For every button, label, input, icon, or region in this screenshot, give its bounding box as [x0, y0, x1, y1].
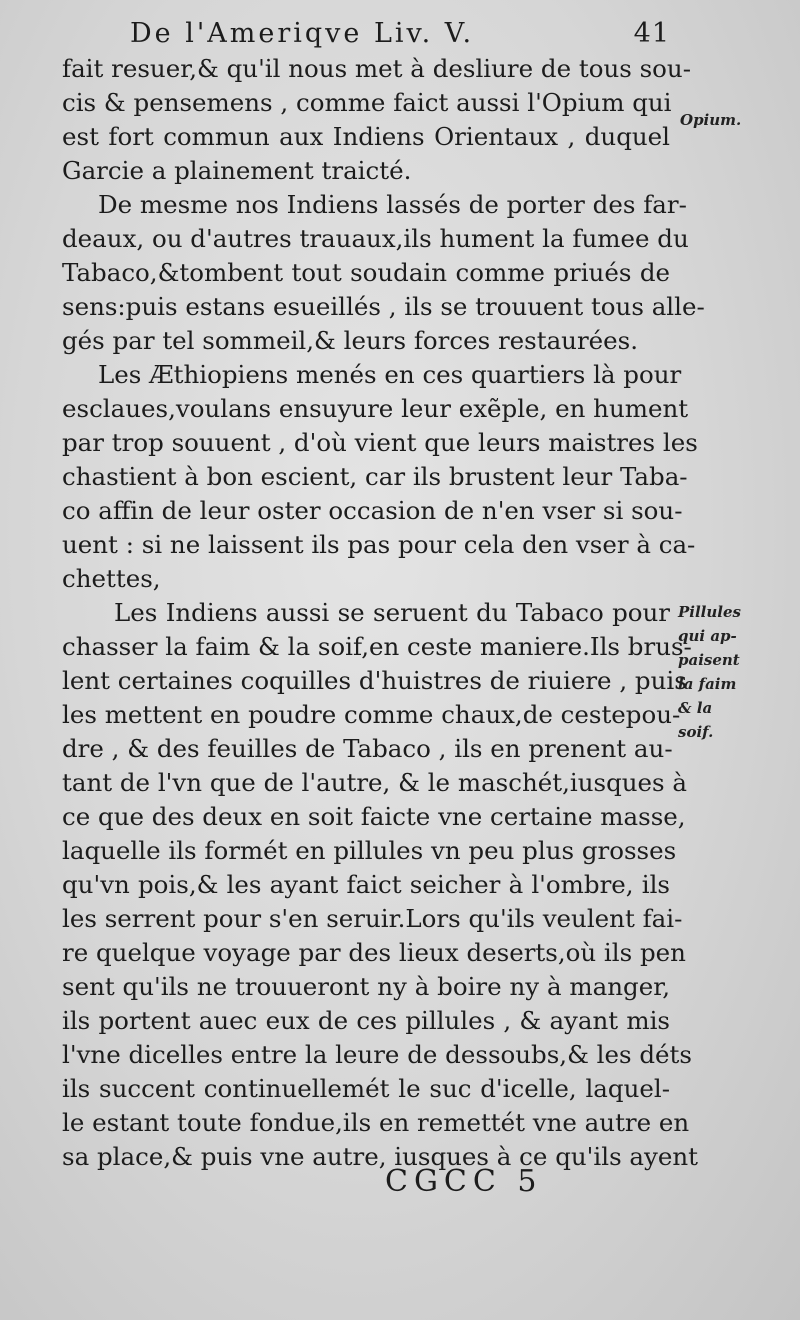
text-line: uent : si ne laissent ils pas pour cela den vser à ca-	[62, 530, 696, 559]
text-line: chasser la faim & la soif,en ceste maniere.Ils brus-	[62, 632, 692, 661]
text-line: ils portent auec eux de ces pillules , & ayant mis	[62, 1006, 670, 1035]
margin-note-line: Pillules	[678, 603, 741, 621]
text-line: deaux, ou d'autres trauaux,ils hument la fumee du	[62, 224, 689, 253]
text-line: fait resuer,& qu'il nous met à desliure de tous sou-	[62, 54, 691, 83]
text-line: cis & pensemens , comme faict aussi l'Opium qui	[62, 88, 672, 117]
header-title: De l'Ameriqve Liv. V.	[130, 18, 475, 49]
text-line: lent certaines coquilles d'huistres de riuiere , puis	[62, 666, 687, 695]
text-line: Les Indiens aussi se seruent du Tabaco pour	[114, 598, 670, 627]
text-line: sent qu'ils ne trouueront ny à boire ny à manger,	[62, 972, 670, 1001]
text-line: De mesme nos Indiens lassés de porter des far-	[98, 190, 687, 219]
text-line: tant de l'vn que de l'autre, & le maschét,iusques à	[62, 768, 688, 797]
text-line: Garcie a plainement traicté.	[62, 156, 412, 185]
margin-note-line: qui ap-	[678, 627, 737, 645]
text-line: Tabaco,&tombent tout soudain comme priués de	[62, 258, 670, 287]
text-line: gés par tel sommeil,& leurs forces restaurées.	[62, 326, 639, 355]
text-line: les mettent en poudre comme chaux,de cestepou-	[62, 700, 681, 729]
text-line: re quelque voyage par des lieux deserts,où ils pen	[62, 938, 686, 967]
text-line: ce que des deux en soit faicte vne certaine masse,	[62, 802, 686, 831]
signature-mark: CGCC 5	[385, 1164, 543, 1199]
text-line: par trop souuent , d'où vient que leurs maistres les	[62, 428, 698, 457]
text-line: chastient à bon escient, car ils brustent leur Taba-	[62, 462, 688, 491]
margin-note-line: paisent	[678, 651, 740, 669]
margin-note-line: soif.	[678, 723, 714, 741]
text-line: dre , & des feuilles de Tabaco , ils en prenent au-	[62, 734, 673, 763]
text-line: sa place,& puis vne autre, iusques à ce qu'ils ayent	[62, 1142, 698, 1171]
margin-note-pillules	[678, 600, 788, 744]
text-line: l'vne dicelles entre la leure de dessoubs,& les déts	[62, 1040, 692, 1069]
text-line: le estant toute fondue,ils en remettét vne autre en	[62, 1108, 690, 1137]
text-line: Les Æthiopiens menés en ces quartiers là pour	[98, 360, 682, 389]
body-text	[62, 52, 705, 1174]
text-line: esclaues,voulans ensuyure leur exẽple, en hument	[62, 394, 689, 423]
text-line: ils succent continuellemét le suc d'icelle, laquel-	[62, 1074, 670, 1103]
margin-note-opium: Opium.	[680, 111, 742, 129]
text-line: est fort commun aux Indiens Orientaux , duquel	[62, 122, 670, 151]
text-line: les serrent pour s'en seruir.Lors qu'ils veulent fai-	[62, 904, 683, 933]
running-header	[130, 18, 670, 54]
margin-note-line: la faim	[678, 675, 737, 693]
page-number: 41	[633, 18, 670, 49]
text-line: qu'vn pois,& les ayant faict seicher à l'ombre, ils	[62, 870, 670, 899]
text-line: sens:puis estans esueillés , ils se trouuent tous alle-	[62, 292, 705, 321]
margin-note-line: & la	[678, 699, 713, 717]
text-line: laquelle ils formét en pillules vn peu plus grosses	[62, 836, 677, 865]
text-line: co affin de leur oster occasion de n'en vser si sou-	[62, 496, 683, 525]
text-line: chettes,	[62, 564, 161, 593]
